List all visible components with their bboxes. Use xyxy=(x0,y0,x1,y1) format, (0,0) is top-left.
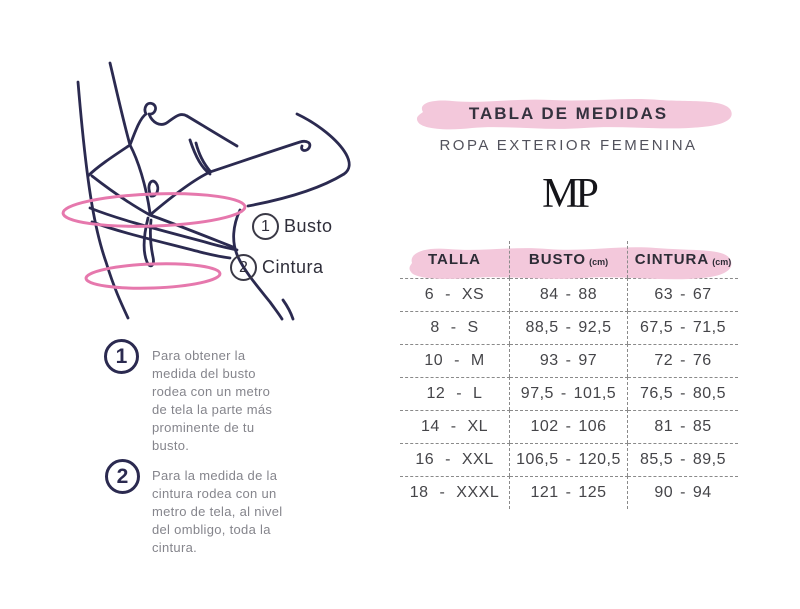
cintura-number-circle: 2 xyxy=(230,254,257,281)
busto-cell: 88,5 - 92,5 xyxy=(510,311,628,344)
cintura-cell: 63 - 67 xyxy=(628,278,738,311)
busto-number-circle: 1 xyxy=(252,213,279,240)
talla-cell: 6 - XS xyxy=(400,278,510,311)
title-banner xyxy=(402,95,735,132)
talla-cell: 18 - XXXL xyxy=(400,476,510,509)
brand-logo: MP xyxy=(542,171,595,217)
busto-cell: 106,5 - 120,5 xyxy=(510,443,628,476)
talla-cell: 16 - XXL xyxy=(400,443,510,476)
busto-unit-label: (cm) xyxy=(589,256,609,267)
instruction-2-text: Para la medida de la cintura rodea con un metro de tela, al nivel del ombligo, toda la cintura. xyxy=(152,468,283,555)
busto-cell: 102 - 106 xyxy=(510,410,628,443)
talla-cell: 12 - L xyxy=(400,377,510,410)
cintura-cell: 76,5 - 80,5 xyxy=(628,377,738,410)
cintura-unit-label: (cm) xyxy=(712,256,732,267)
header-cell-busto xyxy=(510,241,628,278)
instruction-2-number-circle: 2 xyxy=(105,459,140,494)
table-row xyxy=(400,278,738,311)
page-title: TABLA DE MEDIDAS xyxy=(468,103,669,123)
cintura-cell: 67,5 - 71,5 xyxy=(628,311,738,344)
cintura-cell: 85,5 - 89,5 xyxy=(628,443,738,476)
table-row xyxy=(400,443,738,476)
figure-illustration xyxy=(55,28,355,328)
busto-cell: 93 - 97 xyxy=(510,344,628,377)
table-row xyxy=(400,377,738,410)
table-row xyxy=(400,344,738,377)
busto-label-text: Busto xyxy=(284,216,333,236)
busto-cell: 121 - 125 xyxy=(510,476,628,509)
table-header-row xyxy=(400,241,738,278)
talla-cell: 8 - S xyxy=(400,311,510,344)
page-subtitle: ROPA EXTERIOR FEMENINA xyxy=(439,137,698,154)
cintura-label-text: Cintura xyxy=(262,257,324,277)
table-row xyxy=(400,311,738,344)
size-table xyxy=(400,241,738,509)
cintura-header-label: CINTURA xyxy=(634,251,710,268)
instruction-1-text: Para obtener la medida del busto rodea con un metro de tela la parte más prominente de tu busto. xyxy=(152,348,273,453)
table-body xyxy=(400,278,738,509)
busto-header-label: BUSTO xyxy=(528,251,587,268)
cintura-cell: 72 - 76 xyxy=(628,344,738,377)
talla-cell: 10 - M xyxy=(400,344,510,377)
header-cell-cintura xyxy=(628,241,738,278)
table-row xyxy=(400,476,738,509)
cintura-cell: 90 - 94 xyxy=(628,476,738,509)
table-row xyxy=(400,410,738,443)
header-cell-talla xyxy=(400,241,510,278)
cintura-cell: 81 - 85 xyxy=(628,410,738,443)
instruction-1-number-circle: 1 xyxy=(104,339,139,374)
talla-cell: 14 - XL xyxy=(400,410,510,443)
cintura-label xyxy=(230,254,324,281)
busto-cell: 84 - 88 xyxy=(510,278,628,311)
busto-cell: 97,5 - 101,5 xyxy=(510,377,628,410)
busto-label xyxy=(252,213,333,240)
talla-header-label: TALLA xyxy=(427,251,482,268)
